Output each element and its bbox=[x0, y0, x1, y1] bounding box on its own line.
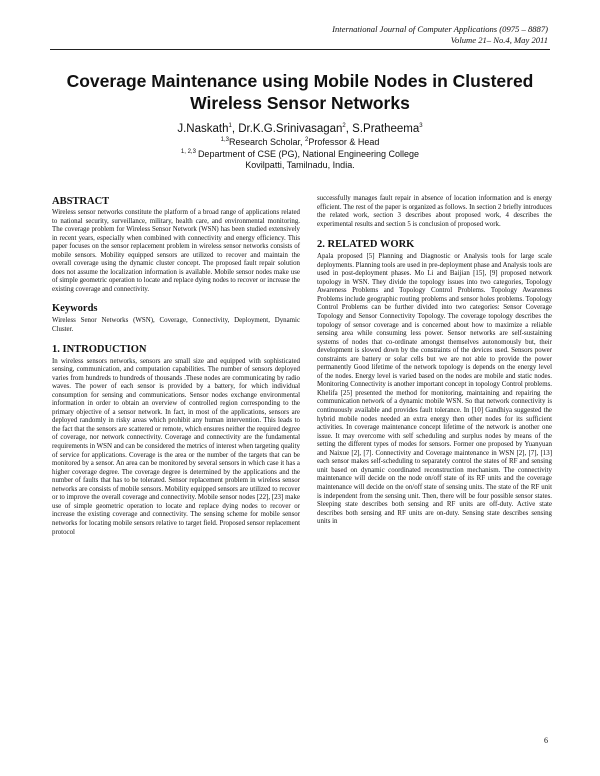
affil-prefix: 1, 2,3 bbox=[180, 148, 196, 155]
abstract-text: Wireless sensor networks constitute the platform of a broad range of applications related to national security, surveillance, military, health care, and environmental monitoring. The coverage problem for Wireless Sensor Network (WSN) has been studied extensively in recent years, especially when combined with connectivity and energy efficiency. This paper focuses on the sensor replacement problem in wireless sensor networks consists of mobile sensors. Mobility equipped sensors are utilized to recover and maintain the overall coverage using the dynamic cluster concept. The proposed fault repair solution does not assume the localization information is available. Mobile sensor nodes make use of simple geometric operation to locate and replace dying nodes to recover or increase the existing coverage and connectivity. bbox=[52, 209, 300, 293]
affiliation-roles bbox=[40, 137, 560, 149]
right-column bbox=[317, 195, 552, 527]
author-sup: 3 bbox=[419, 123, 423, 130]
journal-name: International Journal of Computer Applications (0975 – 8887) bbox=[332, 24, 548, 34]
affil-dept: Department of CSE (PG), National Engineering College bbox=[197, 148, 420, 159]
keywords-text: Wireless Senor Networks (WSN), Coverage, Connectivity, Deployment, Dynamic Cluster. bbox=[52, 317, 300, 334]
related-work-text: Apala proposed [5] Planning and Diagnostic or Analysis tools for large scale deployments. Planning tools are used in pre-deployment phase and Analysis tools are used in post-deployment phases. Mo Li and Baijian [15], [9] proposed network topology in WSN. They divide the topology issues into two categories, Topology Awareness Problems and Topology Control Problems. Topology Awareness Problems include geographic routing problems and sensor holes problems. Topology Control Problems can be further divided into two categories: Sensor Coverage Topology and Sensor Connectivity Topology. The coverage topology describes the topology of sensor coverage and is concerned about how to maximize a reliable sensing area while consuming less power. Sensor networks are self-sustaining systems of nodes that co-ordinate amongst themselves autonomously but, their development is slowed down by the constraints of the devices used. Sensors power constraints are battery or solar cells but we are not able to provide the power permanently Good lifetime of the network topology is depends on the energy level of the nodes. Energy level is varied based on the nodes are mobile and static nodes. Monitoring Connectivity is another important concept in topology Control problems. Khelifa [25] presented the method for monitoring, maintaining and repairing the communication network of a dynamic mobile WSN. So that network connectivity is continuously available and provides fault tolerance. In [10] Gandhiya suggested the hybrid mobile nodes needed an extra energy then other nodes for its sufficient activities. In coverage maintenance concept lifetime of the network is another one issue. It may overcome with self scheduling and surplus nodes by means of the setting the different types of modes for sensors. Former one proposed by Yuanyuan and Naixue [2], [7]. Connectivity and Coverage maintenance in WSN [2], [7], [13] each sensor makes self-scheduling to separately control the states of RF and sensing unit based on dynamic coordinated reconstruction mechanism. The connectivity maintenance will decide on the node on/off state of its RF units and the coverage maintenance will decide on the on/off state of sensing units. The state of the RF unit is independent from the sensing unit. Then, there will be four possible sensor states. Sleeping state describes both sensing and RF units are off-duty. Active state describes both sensing and RF units are on-duty. Sensing state describes sensing units in bbox=[317, 253, 553, 526]
author-sup: 1 bbox=[228, 123, 232, 130]
title-line-1: Coverage Maintenance using Mobile Nodes in Clustered bbox=[66, 71, 534, 91]
affil-sup: 1,3 bbox=[220, 137, 229, 143]
journal-volume: Volume 21– No.4, May 2011 bbox=[450, 35, 548, 45]
affiliation-department bbox=[40, 149, 560, 161]
abstract-heading: ABSTRACT bbox=[52, 196, 110, 207]
author-separator: , bbox=[345, 123, 353, 135]
introduction-heading: 1. INTRODUCTION bbox=[52, 343, 147, 355]
author-sup: 2 bbox=[342, 123, 346, 130]
author-name: Dr.K.G.Srinivasagan bbox=[238, 123, 343, 135]
page-number: 6 bbox=[544, 736, 548, 745]
authors-block bbox=[40, 122, 560, 172]
affiliation-location: Kovilpatti, Tamilnadu, India. bbox=[245, 160, 355, 170]
left-column bbox=[52, 195, 300, 537]
affil-role-1: Research Scholar, bbox=[228, 137, 305, 147]
header-rule bbox=[50, 49, 550, 50]
keywords-heading: Keywords bbox=[52, 303, 98, 315]
related-work-heading: 2. RELATED WORK bbox=[317, 239, 415, 251]
title-line-2: Wireless Sensor Networks bbox=[190, 93, 410, 113]
author-list bbox=[40, 122, 560, 137]
introduction-text: In wireless sensors networks, sensors are small size and equipped with sophisticated sensing, communication, and computation capabilities. The number of sensors deployed varies from hundreds to hundreds of thousands .These nodes are communicating by radio waves. The power of each sensor is provided by a battery, for which individual consumption for sensing and communications. Sensor nodes exchange environmental information in order to obtain an overview of controlled region corresponding to the primary objective of a sensor network. In fact, in most of the applications, sensors are deployed randomly in risky areas which prohibit any human intervention. This leads to the fact that the sensors are scattered or remote, which ensures neither the required degree of coverage, nor network connectivity. Coverage and connectivity are the fundamental requirements in WSN and can be considered the metrics of interest when targeting quality of service for applications. Coverage is the area or the number of the targets that can be monitored by a sensor. An area can be monitored by several sensors in which case it has a higher coverage degree. The coverage degree is determined by the applications and the number of faults that has to be tolerated. Sensor replacement problem in wireless sensor networks are consists of mobile sensors. Mobility equipped sensors are utilized to recover or to improve the overall coverage and connectivity. Mobile sensor nodes [22], [23] make use of simple geometric operation to locate and replace dying nodes to recover or increase the existing coverage and connectivity. The sensing scheme for mobile sensor networks for locating mobile sensors relative to target field. Proposed sensor replacement protocol bbox=[52, 357, 300, 536]
affil-role-2: Professor & Head bbox=[308, 137, 380, 147]
paper-title bbox=[40, 70, 560, 114]
journal-header bbox=[332, 24, 548, 46]
affil-sup: 2 bbox=[305, 137, 309, 143]
author-name: J.Naskath bbox=[177, 123, 229, 135]
author-name: S.Pratheema bbox=[352, 123, 420, 135]
author-separator: , bbox=[231, 123, 239, 135]
introduction-continued-text: successfully manages fault repair in absence of location information and is energy efficient. The rest of the paper is organized as follows. In section 2 briefly introduces the related work, section 3 describes about proposed work, 4 describes the experimental results and section 5 is conclusion of proposed work. bbox=[317, 195, 552, 228]
